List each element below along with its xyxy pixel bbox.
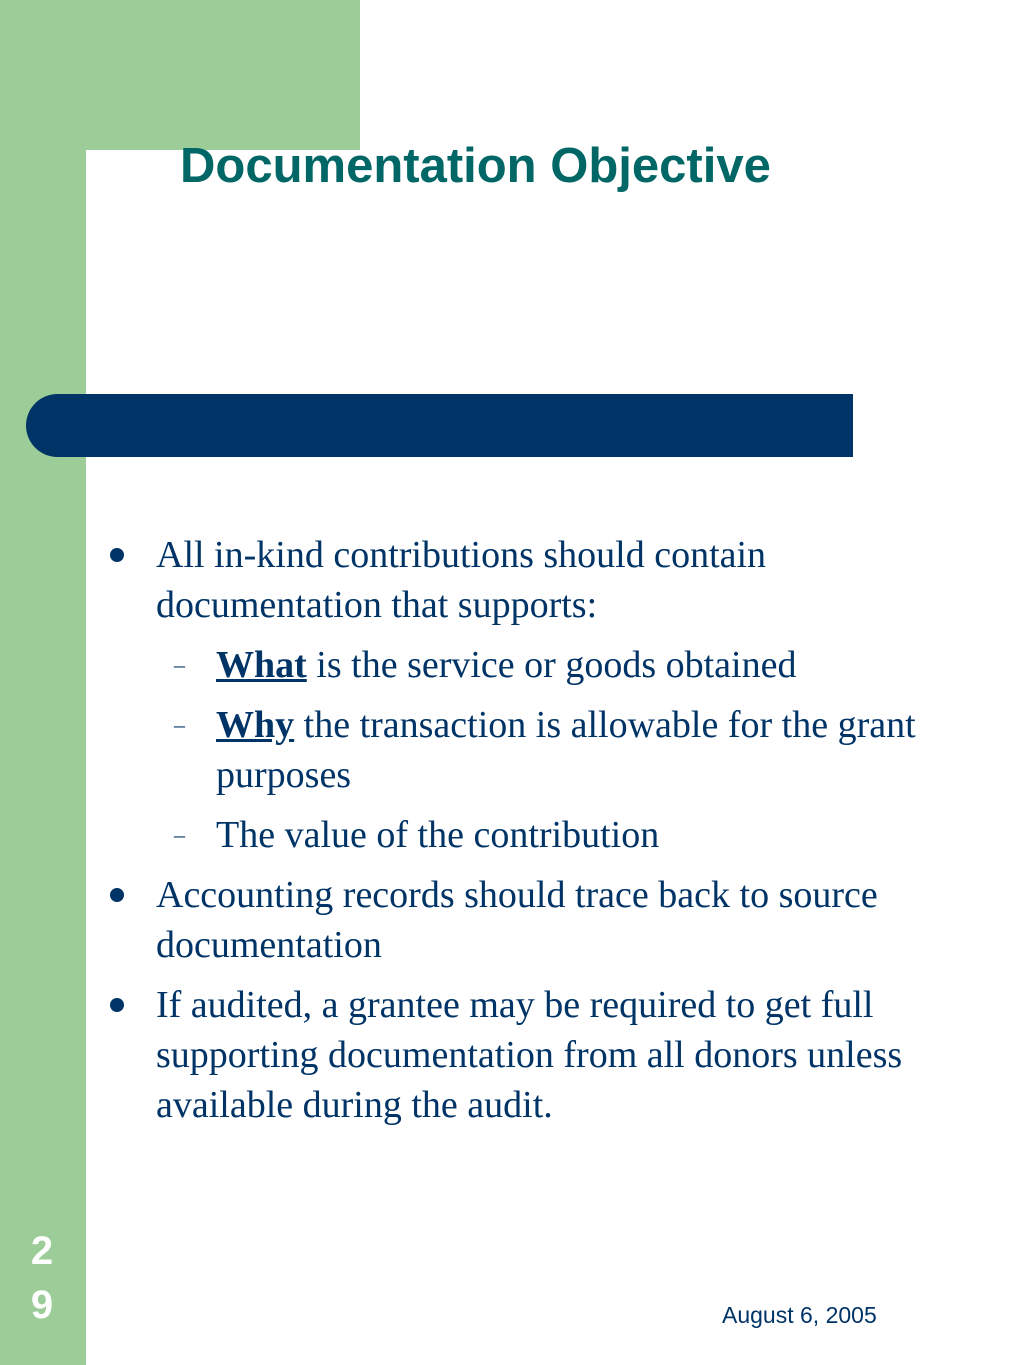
green-top-block bbox=[0, 0, 360, 150]
bullet-text: Accounting records should trace back to source documentation bbox=[156, 874, 878, 966]
green-sidebar bbox=[0, 0, 86, 1365]
bullet-item bbox=[110, 980, 990, 1130]
page-number bbox=[26, 1224, 58, 1332]
slide-date: August 6, 2005 bbox=[722, 1302, 877, 1328]
sub-bullet-item bbox=[110, 640, 990, 690]
title-underline-bar bbox=[26, 394, 853, 457]
slide-title: Documentation Objective bbox=[180, 139, 771, 193]
sub-bullet-item bbox=[110, 810, 990, 860]
keyword-why: Why bbox=[216, 704, 295, 746]
filled-circle-icon bbox=[110, 998, 124, 1012]
page-number-digit: 9 bbox=[30, 1283, 54, 1327]
bullet-item bbox=[110, 530, 990, 630]
en-dash-icon: – bbox=[174, 652, 185, 677]
en-dash-icon: – bbox=[174, 822, 185, 847]
bullet-text: All in-kind contributions should contain documentation that supports: bbox=[156, 534, 767, 626]
keyword-what: What bbox=[216, 644, 307, 686]
filled-circle-icon bbox=[110, 888, 124, 902]
bullet-text: If audited, a grantee may be required to get full supporting documentation from all donors unless available during the audit. bbox=[156, 984, 903, 1126]
sub-bullet-item bbox=[110, 700, 990, 800]
en-dash-icon: – bbox=[174, 712, 185, 737]
bullet-list bbox=[110, 530, 990, 1140]
sub-bullet-text: is the service or goods obtained bbox=[306, 644, 797, 686]
sub-bullet-text: The value of the contribution bbox=[216, 814, 660, 856]
page-number-digit: 2 bbox=[30, 1229, 54, 1273]
bullet-item bbox=[110, 870, 990, 970]
sub-bullet-text: the transaction is allowable for the grant purposes bbox=[216, 704, 916, 796]
filled-circle-icon bbox=[110, 548, 124, 562]
